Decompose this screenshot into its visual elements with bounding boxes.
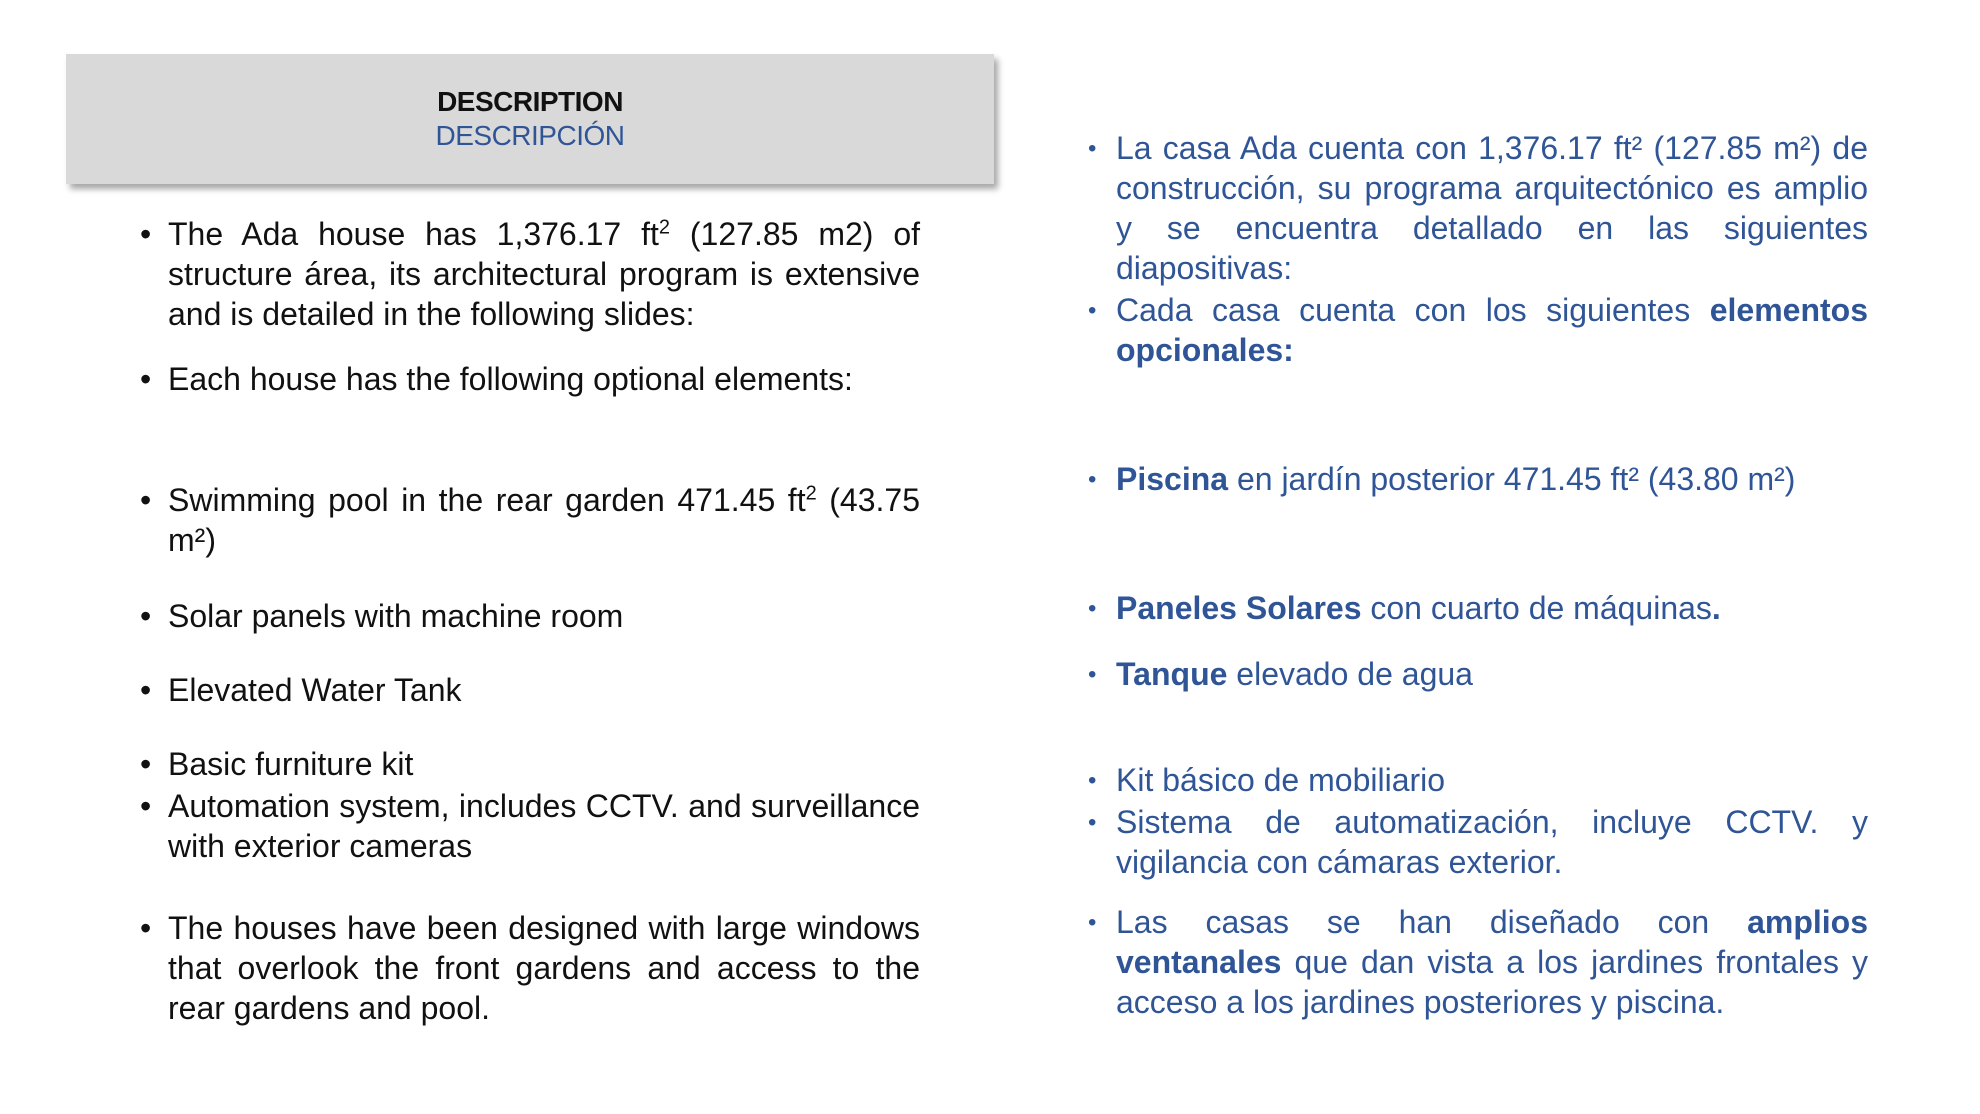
bullet: •	[140, 746, 152, 782]
bullet: •	[140, 598, 152, 634]
bullet: •	[1088, 909, 1097, 936]
bullet: •	[140, 482, 152, 518]
title-english: DESCRIPTION	[437, 86, 623, 117]
bullet: •	[1088, 135, 1097, 162]
en-item-intro: • The Ada house has 1,376.17 $ft^2$ (127.85 m2) of structure área, its architectural program is extensive and is detailed in the following slides:	[140, 216, 921, 332]
bullet: •	[140, 216, 152, 252]
en-item-windows: • The houses have been designed with large windows that overlook the front gardens and access to the rear gardens and pool.	[140, 910, 920, 1026]
bullet: •	[1088, 809, 1097, 836]
title-spanish: DESCRIPCIÓN	[435, 120, 625, 151]
bullet: •	[140, 910, 152, 946]
bullet: •	[140, 788, 152, 824]
en-item-tank: • Elevated Water Tank	[140, 672, 462, 708]
en-item-automation: • Automation system, includes CCTV. and surveillance with exterior cameras	[140, 788, 920, 864]
bullet: •	[1088, 297, 1097, 324]
es-item-optional: • Cada casa cuenta con los siguientes elementos opcionales:	[1088, 292, 1868, 368]
bullet: •	[1088, 767, 1097, 794]
es-item-automation: • Sistema de automatización, incluye CCTV. y vigilancia con cámaras exterior.	[1088, 804, 1868, 880]
bullet: •	[1088, 661, 1097, 688]
en-item-pool: • Swimming pool in the rear garden 471.45 $ft^2$ (43.75 m²)	[140, 482, 921, 558]
bullet: •	[140, 672, 152, 708]
es-item-solar: • Paneles Solares con cuarto de máquinas.	[1116, 588, 1868, 628]
es-item-windows: • Las casas se han diseñado con amplios ventanales que dan vista a los jardines frontales y acceso a los jardines posteriores y piscina.	[1088, 904, 1868, 1020]
bullet: •	[1088, 466, 1097, 493]
en-item-solar: • Solar panels with machine room	[140, 598, 624, 634]
es-item-intro: • La casa Ada cuenta con 1,376.17 ft² (127.85 m²) de construcción, su programa arquitectónico es amplio y se encuentra detallado en las siguientes diapositivas:	[1088, 130, 1868, 286]
es-item-furniture: • Kit básico de mobiliario	[1116, 760, 1868, 800]
description-header	[66, 54, 994, 184]
en-item-furniture: • Basic furniture kit	[140, 746, 414, 782]
es-item-pool: • Piscina en jardín posterior 471.45 ft² (43.80 m²)	[1116, 459, 1868, 499]
bullet: •	[1088, 595, 1097, 622]
bullet: •	[140, 361, 152, 397]
en-item-optional: • Each house has the following optional elements:	[140, 361, 853, 397]
es-item-tank: • Tanque elevado de agua	[1116, 654, 1868, 694]
